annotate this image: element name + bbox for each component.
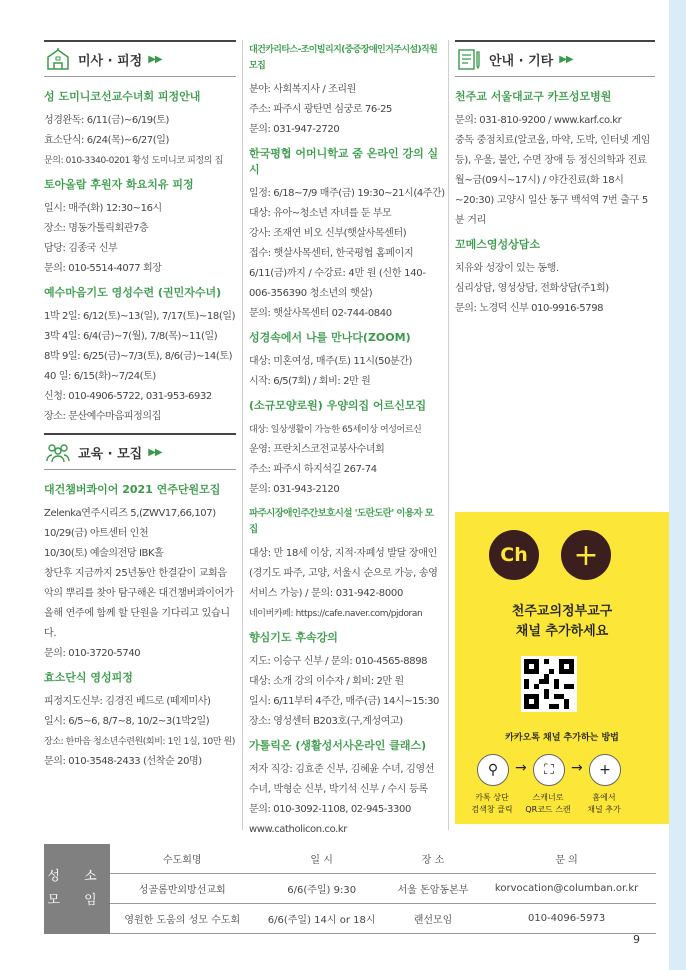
item-line: 10/30(토) 예술의전당 IBK홀 (44, 548, 164, 559)
step-label-line: 홈에서 (592, 793, 616, 802)
item-line: 주소: 파주시 광탄면 심궁로 76-25 (249, 104, 393, 115)
item-line: 문의: 노경덕 신부 010-9916-5798 (455, 303, 604, 314)
item-line: 1박 2일: 6/12(토)~13(일), 7/17(토)~18(일) (44, 311, 236, 322)
step-label-line: 검색창 클릭 (471, 805, 513, 814)
column-right (455, 40, 655, 319)
table-header: 장 소 (389, 844, 477, 874)
kakao-how-to: 카카오톡 채널 추가하는 방법 (505, 733, 619, 743)
item-line: 담당: 김종국 신부 (44, 243, 118, 254)
column-middle (249, 40, 445, 840)
item-heading: 가톨릭온 (생활성서사온라인 클래스) (249, 739, 427, 752)
table-cell: 010-4096-5973 (477, 904, 656, 934)
item-line: 주소: 파주시 하지석길 267-74 (249, 464, 377, 475)
item-line: 일시: 매주(화) 12:30~16시 (44, 203, 162, 214)
column-divider (448, 40, 449, 830)
item-heading: 예수마음기도 영성수련 (권민자수녀) (44, 286, 222, 299)
item-paragraph: 접수: 햇살사목센터, 한국평협 홈페이지 6/11(금)까지 / 수강료: 4만 원 (신한 140-006-356390 청소년의 햇살) (249, 248, 426, 299)
item-line: 신청: 010-4906-5722, 031-953-6932 (44, 391, 212, 402)
plus-icon: + (561, 530, 611, 580)
section-title: 안내 · 기타 (489, 53, 554, 69)
item-line: 장소: 한마음 청소년수련원(회비: 1인 1실, 10만 원) (44, 737, 236, 747)
step-label-line: 카톡 상단 (475, 793, 509, 802)
item-line: Zelenka연주시리즈 5,(ZWV17,66,107) (44, 508, 216, 519)
item-heading: 파주시장애인주간보호시설 '도란도란' 이용자 모집 (249, 508, 434, 535)
item-line: 일시: 6/5~6, 8/7~8, 10/2~3(1박2일) (44, 716, 210, 727)
item-line: 장소: 영성센터 B203호(구,계성여고) (249, 716, 403, 727)
step-label-line: 스캐너로 (532, 793, 564, 802)
item-heading: 토아올람 후원자 화요치유 피정 (44, 178, 194, 191)
table-cell: 영원한 도움의 성모 수도회 (110, 904, 254, 934)
item-paragraph: 창단후 지금까지 25년동안 한결같이 교회음악의 뿌리를 찾아 탐구해온 대건챔버콰이어가 올해 연주에 함께 할 단원을 기다리고 있습니다. (44, 568, 234, 639)
info-section-header (455, 40, 655, 77)
table-row (44, 904, 656, 934)
table-cell: 랜선모임 (389, 904, 477, 934)
table-cell: korvocation@columban.or.kr (477, 874, 656, 904)
step-label-line: QR코드 스캔 (525, 805, 571, 814)
item-line: 문의: 010-3720-5740 (44, 648, 141, 659)
table-cell: 6/6(주일) 9:30 (254, 874, 388, 904)
qr-code[interactable] (521, 656, 577, 712)
item-line: 40 일: 6/15(화)~7/24(토) (44, 371, 156, 382)
section-arrows: ▶▶ (148, 53, 162, 65)
kakao-channel-banner (455, 512, 669, 824)
table-cell: 성골롬반외방선교회 (110, 874, 254, 904)
item-line: 장소: 문산예수마음피정의집 (44, 411, 161, 422)
item-heading: 한국평협 어머니학교 줌 온라인 강의 실시 (249, 147, 439, 176)
item-line: 3박 4일: 6/4(금)~7(월), 7/8(목)~11(일) (44, 331, 218, 342)
table-row (44, 874, 656, 904)
page-number: 9 (633, 933, 640, 946)
item-line: 대상: 일상생활이 가능한 65세이상 여성어르신 (249, 425, 422, 435)
item-heading: (소규모양로원) 우양의집 어르신모집 (249, 399, 427, 412)
item-line: 운영: 프란치스코전교봉사수녀회 (249, 444, 385, 455)
item-heading: 대건챔버콰이어 2021 연주단원모집 (44, 483, 221, 496)
item-line: 8박 9일: 6/25(금)~7/3(토), 8/6(금)~14(토) (44, 351, 233, 362)
item-heading: 효소단식 영성피정 (44, 671, 133, 684)
step-label (460, 792, 524, 816)
table-header: 일 시 (254, 844, 388, 874)
plus-icon: + (589, 754, 621, 786)
item-line: 대상: 미혼여성, 매주(토) 11시(50분간) (249, 356, 413, 367)
arrow-right-icon: → (515, 760, 527, 776)
kakao-banner-title (455, 602, 669, 642)
step-label (572, 792, 636, 816)
item-heading: 성 도미니코선교수녀회 피정안내 (44, 90, 201, 103)
item-line: 장소: 명동가톨릭회관7층 (44, 223, 149, 234)
step-label-line: 채널 추가 (587, 805, 621, 814)
section-arrows: ▶▶ (148, 446, 162, 458)
item-paragraph: 대상: 만 18세 이상, 지적·자폐성 발달 장애인(경기도 파주, 고양, 서울시 순으로 가능, 송영서비스 가능) / 문의: 031-942-8000 (249, 548, 438, 599)
item-line: 문의: 010-5514-4077 회장 (44, 263, 162, 274)
item-line: 분야: 사회복지사 / 조리원 (249, 84, 356, 95)
vocation-table (44, 844, 656, 934)
item-heading: 성경속에서 나를 만나다(ZOOM) (249, 331, 411, 344)
people-icon (44, 440, 72, 464)
step-label (516, 792, 580, 816)
item-line: 효소단식: 6/24(목)~6/27(일) (44, 135, 170, 146)
item-line: 문의: 010-3092-1108, 02-945-3300 (249, 804, 411, 815)
table-header: 문 의 (477, 844, 656, 874)
table-cell: 6/6(주일) 14시 or 18시 (254, 904, 388, 934)
kakao-channel-logo: Ch (489, 530, 539, 580)
church-icon (44, 47, 72, 71)
item-line: 강사: 조재연 비오 신부(햇살사목센터) (249, 228, 407, 239)
item-line: 일정: 6/18~7/9 매주(금) 19:30~21시(4주간) (249, 188, 445, 199)
section-arrows: ▶▶ (559, 53, 573, 65)
item-line: 지도: 이승구 신부 / 문의: 010-4565-8898 (249, 656, 428, 667)
qr-scan-icon: ⛶ (533, 754, 565, 786)
notepad-icon (455, 47, 483, 71)
table-header: 수도회명 (110, 844, 254, 874)
column-left (44, 40, 236, 772)
table-cell: 서울 돈암동본부 (389, 874, 477, 904)
kakao-title-line: 천주교의정부교구 (511, 604, 613, 619)
item-heading: 향심기도 후속강의 (249, 631, 338, 644)
section-title: 교육 · 모집 (78, 446, 143, 462)
item-line: 성경완독: 6/11(금)~6/19(토) (44, 115, 170, 126)
item-line: 치유와 성장이 있는 동행. (455, 263, 559, 274)
search-icon: ⚲ (477, 754, 509, 786)
item-paragraph: 저자 직강: 김효준 신부, 김혜윤 수녀, 김영선 수녀, 박형순 신부, 박기석 신부 / 수시 등록 (249, 764, 435, 795)
item-line: 10/29(금) 아트센터 인천 (44, 528, 149, 539)
item-line: 대상: 유아~청소년 자녀를 둔 부모 (249, 208, 392, 219)
item-line: 피정지도신부: 김경진 베드로 (떼제미사) (44, 696, 211, 707)
item-heading: 대건카리타스-조이빌리지(중증장애인거주시설)직원모집 (249, 45, 438, 71)
item-line: www.catholicon.co.kr (249, 824, 348, 835)
item-line: 문의: 031-810-9200 / www.karf.co.kr (455, 115, 622, 126)
item-line: 대상: 소개 강의 이수자 / 회비: 2만 원 (249, 676, 404, 687)
item-line: 일시: 6/11부터 4주간, 매주(금) 14시~15:30 (249, 696, 440, 707)
item-line: 심리상담, 영성상담, 전화상담(주1회) (455, 283, 609, 294)
item-heading: 천주교 서울대교구 카프성모병원 (455, 90, 612, 103)
item-line: 문의: 햇살사목센터 02-744-0840 (249, 308, 392, 319)
arrow-right-icon: → (571, 760, 583, 776)
item-heading: 꼬메스영성상담소 (455, 238, 541, 251)
section-title: 미사 · 피정 (78, 53, 143, 69)
item-line: 문의: 010-3548-2433 (선착순 20명) (44, 756, 202, 767)
table-label: 성 소 모 임 (44, 844, 110, 934)
item-line: 시작: 6/5(7회) / 회비: 2만 원 (249, 376, 371, 387)
item-paragraph: 중독 중점치료(알코올, 마약, 도박, 인터넷 게임 등), 우울, 불안, 수면 장애 등 정신의학과 진료 월~금(09시~17시) / 야간진료(화 18시~20:30) 고양시 일산 동구 백석역 7번 출구 5분 거리 (455, 135, 651, 226)
item-line: 문의: 031-947-2720 (249, 124, 340, 135)
page-edge-bar (669, 0, 686, 970)
item-line: 문의: 031-943-2120 (249, 484, 340, 495)
education-section-header (44, 433, 236, 470)
column-divider (242, 40, 243, 830)
item-line: 문의: 010-3340-0201 황성 도미니코 피정의 집 (44, 156, 223, 166)
item-line: 네이버카페: https://cafe.naver.com/pjdoran (249, 609, 423, 619)
kakao-title-line: 채널 추가하세요 (515, 624, 609, 639)
mass-section-header (44, 40, 236, 77)
